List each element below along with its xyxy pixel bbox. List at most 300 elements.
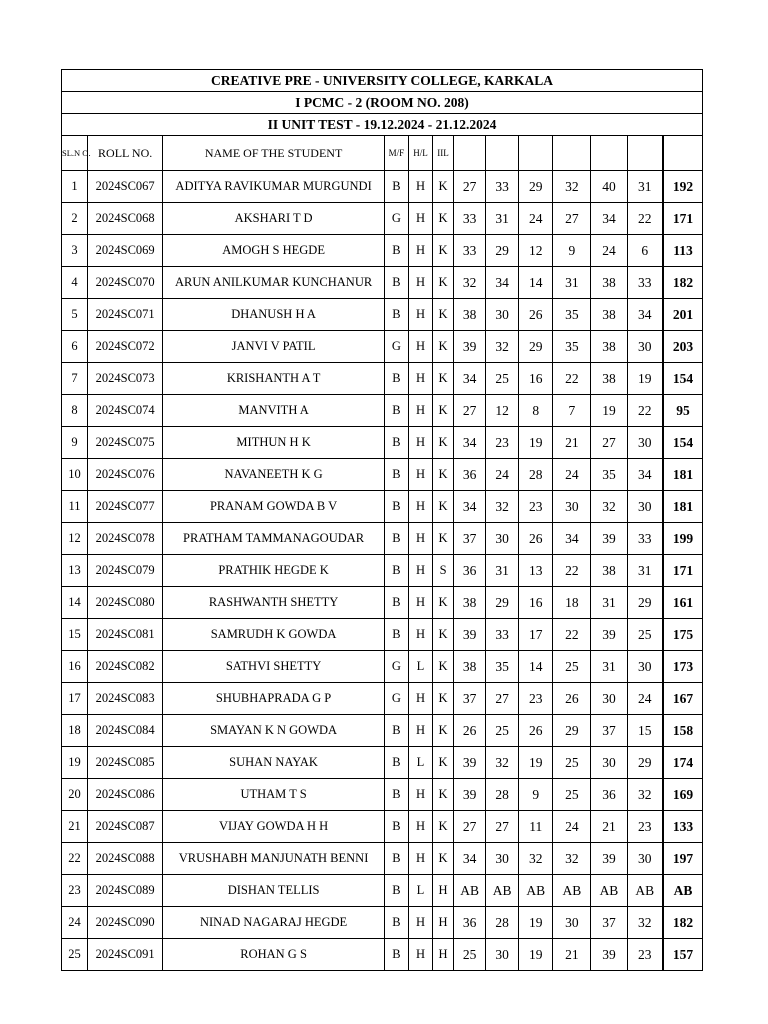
cell-mark-5: 31 bbox=[591, 587, 627, 619]
cell-total: 203 bbox=[663, 331, 702, 363]
cell-total: 158 bbox=[663, 715, 702, 747]
cell-iil: K bbox=[433, 395, 454, 427]
cell-mark-6: 30 bbox=[627, 427, 663, 459]
cell-mf: B bbox=[384, 299, 408, 331]
table-row bbox=[62, 299, 703, 331]
cell-mark-4: 31 bbox=[553, 267, 591, 299]
cell-total: 197 bbox=[663, 843, 702, 875]
cell-mark-1: 37 bbox=[454, 523, 486, 555]
cell-mark-5: 38 bbox=[591, 331, 627, 363]
cell-mf: G bbox=[384, 203, 408, 235]
cell-sl: 2 bbox=[62, 203, 88, 235]
header-subject-4 bbox=[553, 136, 591, 171]
table-row bbox=[62, 459, 703, 491]
cell-mark-6: 30 bbox=[627, 331, 663, 363]
cell-mark-5: AB bbox=[591, 875, 627, 907]
cell-mark-6: 32 bbox=[627, 779, 663, 811]
header-row bbox=[62, 136, 703, 171]
cell-iil: K bbox=[433, 203, 454, 235]
cell-name: VRUSHABH MANJUNATH BENNI bbox=[163, 843, 385, 875]
cell-mf: B bbox=[384, 235, 408, 267]
cell-mark-6: 30 bbox=[627, 843, 663, 875]
cell-total: 133 bbox=[663, 811, 702, 843]
cell-mark-6: 30 bbox=[627, 651, 663, 683]
cell-iil: H bbox=[433, 875, 454, 907]
table-row bbox=[62, 811, 703, 843]
cell-mark-6: 34 bbox=[627, 459, 663, 491]
cell-mark-6: 31 bbox=[627, 171, 663, 203]
cell-mf: B bbox=[384, 907, 408, 939]
cell-mark-6: 6 bbox=[627, 235, 663, 267]
cell-mark-3: 19 bbox=[519, 907, 553, 939]
cell-mark-1: 36 bbox=[454, 555, 486, 587]
cell-mf: B bbox=[384, 715, 408, 747]
cell-hl: L bbox=[408, 875, 432, 907]
cell-hl: H bbox=[408, 427, 432, 459]
table-row bbox=[62, 363, 703, 395]
cell-mark-3: AB bbox=[519, 875, 553, 907]
cell-total: 181 bbox=[663, 459, 702, 491]
table-row bbox=[62, 331, 703, 363]
cell-mark-3: 19 bbox=[519, 427, 553, 459]
cell-mark-5: 30 bbox=[591, 683, 627, 715]
cell-total: 175 bbox=[663, 619, 702, 651]
table-row bbox=[62, 587, 703, 619]
cell-iil: K bbox=[433, 235, 454, 267]
cell-mark-3: 16 bbox=[519, 587, 553, 619]
cell-sl: 9 bbox=[62, 427, 88, 459]
cell-roll: 2024SC073 bbox=[88, 363, 163, 395]
cell-name: SATHVI SHETTY bbox=[163, 651, 385, 683]
cell-mark-4: AB bbox=[553, 875, 591, 907]
table-row bbox=[62, 491, 703, 523]
cell-roll: 2024SC080 bbox=[88, 587, 163, 619]
cell-mark-2: AB bbox=[486, 875, 519, 907]
cell-mark-2: 28 bbox=[486, 907, 519, 939]
cell-hl: H bbox=[408, 619, 432, 651]
header-iil: IIL bbox=[433, 136, 454, 171]
cell-roll: 2024SC083 bbox=[88, 683, 163, 715]
cell-roll: 2024SC091 bbox=[88, 939, 163, 971]
cell-mark-6: 31 bbox=[627, 555, 663, 587]
cell-mark-2: 31 bbox=[486, 203, 519, 235]
cell-mark-5: 32 bbox=[591, 491, 627, 523]
table-row bbox=[62, 651, 703, 683]
cell-mark-1: 37 bbox=[454, 683, 486, 715]
cell-mark-2: 28 bbox=[486, 779, 519, 811]
header-sl: SL.N O. bbox=[62, 136, 88, 171]
cell-mark-4: 35 bbox=[553, 299, 591, 331]
cell-mark-6: 22 bbox=[627, 203, 663, 235]
cell-mark-5: 39 bbox=[591, 523, 627, 555]
cell-iil: K bbox=[433, 299, 454, 331]
cell-sl: 22 bbox=[62, 843, 88, 875]
cell-iil: K bbox=[433, 715, 454, 747]
cell-mark-2: 27 bbox=[486, 683, 519, 715]
cell-mf: B bbox=[384, 587, 408, 619]
cell-mark-4: 32 bbox=[553, 171, 591, 203]
table-row bbox=[62, 395, 703, 427]
cell-sl: 7 bbox=[62, 363, 88, 395]
cell-hl: H bbox=[408, 203, 432, 235]
cell-sl: 20 bbox=[62, 779, 88, 811]
cell-mark-3: 26 bbox=[519, 299, 553, 331]
cell-hl: H bbox=[408, 843, 432, 875]
cell-hl: H bbox=[408, 523, 432, 555]
cell-mark-6: 22 bbox=[627, 395, 663, 427]
cell-name: JANVI V PATIL bbox=[163, 331, 385, 363]
cell-roll: 2024SC067 bbox=[88, 171, 163, 203]
cell-mark-4: 30 bbox=[553, 907, 591, 939]
cell-total: 174 bbox=[663, 747, 702, 779]
cell-mark-2: 31 bbox=[486, 555, 519, 587]
cell-iil: H bbox=[433, 907, 454, 939]
cell-mark-6: 30 bbox=[627, 491, 663, 523]
cell-mark-6: 23 bbox=[627, 811, 663, 843]
cell-total: 182 bbox=[663, 267, 702, 299]
cell-hl: H bbox=[408, 779, 432, 811]
cell-mf: B bbox=[384, 459, 408, 491]
cell-hl: H bbox=[408, 299, 432, 331]
cell-mark-4: 22 bbox=[553, 363, 591, 395]
cell-mf: B bbox=[384, 171, 408, 203]
cell-mark-4: 30 bbox=[553, 491, 591, 523]
cell-sl: 6 bbox=[62, 331, 88, 363]
cell-hl: H bbox=[408, 907, 432, 939]
cell-name: VIJAY GOWDA H H bbox=[163, 811, 385, 843]
test-title: II UNIT TEST - 19.12.2024 - 21.12.2024 bbox=[62, 114, 703, 136]
cell-sl: 18 bbox=[62, 715, 88, 747]
cell-roll: 2024SC084 bbox=[88, 715, 163, 747]
cell-mark-1: 25 bbox=[454, 939, 486, 971]
cell-roll: 2024SC074 bbox=[88, 395, 163, 427]
cell-mark-2: 30 bbox=[486, 843, 519, 875]
cell-mf: B bbox=[384, 619, 408, 651]
cell-roll: 2024SC089 bbox=[88, 875, 163, 907]
cell-total: 169 bbox=[663, 779, 702, 811]
cell-mark-2: 25 bbox=[486, 363, 519, 395]
cell-sl: 13 bbox=[62, 555, 88, 587]
cell-mark-3: 26 bbox=[519, 523, 553, 555]
cell-mark-3: 13 bbox=[519, 555, 553, 587]
cell-iil: K bbox=[433, 331, 454, 363]
table-row bbox=[62, 843, 703, 875]
cell-mark-1: 34 bbox=[454, 843, 486, 875]
cell-hl: H bbox=[408, 491, 432, 523]
cell-mf: B bbox=[384, 747, 408, 779]
cell-mark-5: 27 bbox=[591, 427, 627, 459]
cell-mark-3: 23 bbox=[519, 491, 553, 523]
cell-roll: 2024SC071 bbox=[88, 299, 163, 331]
cell-hl: H bbox=[408, 363, 432, 395]
cell-mark-3: 11 bbox=[519, 811, 553, 843]
cell-sl: 8 bbox=[62, 395, 88, 427]
cell-mark-5: 37 bbox=[591, 715, 627, 747]
cell-name: MANVITH A bbox=[163, 395, 385, 427]
cell-mark-2: 12 bbox=[486, 395, 519, 427]
cell-mark-4: 26 bbox=[553, 683, 591, 715]
cell-mark-4: 21 bbox=[553, 427, 591, 459]
table-row bbox=[62, 779, 703, 811]
cell-iil: K bbox=[433, 587, 454, 619]
cell-mark-2: 30 bbox=[486, 523, 519, 555]
table-row bbox=[62, 203, 703, 235]
cell-mark-2: 33 bbox=[486, 171, 519, 203]
cell-roll: 2024SC085 bbox=[88, 747, 163, 779]
cell-roll: 2024SC069 bbox=[88, 235, 163, 267]
header-hl: H/L bbox=[408, 136, 432, 171]
table-row bbox=[62, 907, 703, 939]
cell-mark-1: 27 bbox=[454, 171, 486, 203]
cell-mf: B bbox=[384, 875, 408, 907]
cell-hl: L bbox=[408, 747, 432, 779]
table-row bbox=[62, 747, 703, 779]
cell-total: 157 bbox=[663, 939, 702, 971]
cell-name: MITHUN H K bbox=[163, 427, 385, 459]
class-title: I PCMC - 2 (ROOM NO. 208) bbox=[62, 92, 703, 114]
cell-mark-5: 38 bbox=[591, 267, 627, 299]
table-row bbox=[62, 555, 703, 587]
cell-name: DHANUSH H A bbox=[163, 299, 385, 331]
cell-mark-4: 24 bbox=[553, 811, 591, 843]
table-row bbox=[62, 619, 703, 651]
cell-sl: 17 bbox=[62, 683, 88, 715]
cell-mark-5: 35 bbox=[591, 459, 627, 491]
cell-mark-5: 34 bbox=[591, 203, 627, 235]
cell-roll: 2024SC086 bbox=[88, 779, 163, 811]
cell-mark-5: 21 bbox=[591, 811, 627, 843]
cell-mark-1: 38 bbox=[454, 587, 486, 619]
header-subject-3 bbox=[519, 136, 553, 171]
cell-mark-3: 32 bbox=[519, 843, 553, 875]
cell-mark-5: 37 bbox=[591, 907, 627, 939]
cell-name: UTHAM T S bbox=[163, 779, 385, 811]
table-row bbox=[62, 939, 703, 971]
cell-mf: B bbox=[384, 363, 408, 395]
cell-mark-5: 38 bbox=[591, 555, 627, 587]
cell-mf: B bbox=[384, 523, 408, 555]
cell-mark-5: 19 bbox=[591, 395, 627, 427]
marks-sheet-table bbox=[61, 69, 703, 971]
cell-total: AB bbox=[663, 875, 702, 907]
cell-mark-3: 17 bbox=[519, 619, 553, 651]
cell-hl: H bbox=[408, 171, 432, 203]
cell-roll: 2024SC077 bbox=[88, 491, 163, 523]
cell-iil: K bbox=[433, 651, 454, 683]
cell-sl: 10 bbox=[62, 459, 88, 491]
cell-iil: K bbox=[433, 619, 454, 651]
cell-mark-1: 39 bbox=[454, 747, 486, 779]
cell-mark-4: 27 bbox=[553, 203, 591, 235]
table-row bbox=[62, 523, 703, 555]
cell-total: 171 bbox=[663, 203, 702, 235]
cell-name: ARUN ANILKUMAR KUNCHANUR bbox=[163, 267, 385, 299]
cell-mark-5: 24 bbox=[591, 235, 627, 267]
header-roll: ROLL NO. bbox=[88, 136, 163, 171]
cell-mf: B bbox=[384, 843, 408, 875]
table-row bbox=[62, 683, 703, 715]
cell-mark-4: 22 bbox=[553, 619, 591, 651]
cell-mark-2: 30 bbox=[486, 939, 519, 971]
cell-mf: G bbox=[384, 683, 408, 715]
cell-roll: 2024SC078 bbox=[88, 523, 163, 555]
cell-mark-2: 25 bbox=[486, 715, 519, 747]
cell-mark-5: 38 bbox=[591, 299, 627, 331]
cell-mark-1: 39 bbox=[454, 779, 486, 811]
header-mf: M/F bbox=[384, 136, 408, 171]
table-row bbox=[62, 171, 703, 203]
cell-mark-1: 38 bbox=[454, 651, 486, 683]
cell-hl: H bbox=[408, 331, 432, 363]
cell-total: 161 bbox=[663, 587, 702, 619]
cell-mark-3: 24 bbox=[519, 203, 553, 235]
cell-sl: 1 bbox=[62, 171, 88, 203]
cell-mark-3: 29 bbox=[519, 171, 553, 203]
cell-sl: 25 bbox=[62, 939, 88, 971]
cell-roll: 2024SC082 bbox=[88, 651, 163, 683]
cell-name: SUHAN NAYAK bbox=[163, 747, 385, 779]
cell-mark-5: 39 bbox=[591, 939, 627, 971]
cell-name: SAMRUDH K GOWDA bbox=[163, 619, 385, 651]
cell-sl: 4 bbox=[62, 267, 88, 299]
cell-mark-6: 33 bbox=[627, 267, 663, 299]
cell-mark-2: 29 bbox=[486, 235, 519, 267]
cell-hl: H bbox=[408, 235, 432, 267]
cell-iil: K bbox=[433, 459, 454, 491]
cell-iil: S bbox=[433, 555, 454, 587]
cell-mark-4: 9 bbox=[553, 235, 591, 267]
cell-name: PRATHAM TAMMANAGOUDAR bbox=[163, 523, 385, 555]
cell-mark-6: AB bbox=[627, 875, 663, 907]
header-total bbox=[663, 136, 702, 171]
cell-sl: 11 bbox=[62, 491, 88, 523]
cell-mark-6: 29 bbox=[627, 587, 663, 619]
cell-mark-6: 24 bbox=[627, 683, 663, 715]
cell-roll: 2024SC068 bbox=[88, 203, 163, 235]
cell-hl: H bbox=[408, 683, 432, 715]
cell-mark-2: 24 bbox=[486, 459, 519, 491]
cell-mark-2: 33 bbox=[486, 619, 519, 651]
cell-mf: B bbox=[384, 395, 408, 427]
table-row bbox=[62, 427, 703, 459]
cell-iil: K bbox=[433, 779, 454, 811]
cell-mark-4: 21 bbox=[553, 939, 591, 971]
cell-mark-3: 9 bbox=[519, 779, 553, 811]
cell-mf: B bbox=[384, 779, 408, 811]
cell-mark-4: 22 bbox=[553, 555, 591, 587]
cell-total: 95 bbox=[663, 395, 702, 427]
cell-mark-1: 36 bbox=[454, 459, 486, 491]
cell-iil: K bbox=[433, 811, 454, 843]
cell-mark-2: 30 bbox=[486, 299, 519, 331]
cell-name: PRANAM GOWDA B V bbox=[163, 491, 385, 523]
cell-mf: B bbox=[384, 811, 408, 843]
cell-hl: H bbox=[408, 459, 432, 491]
cell-mark-4: 29 bbox=[553, 715, 591, 747]
cell-mf: B bbox=[384, 939, 408, 971]
cell-roll: 2024SC090 bbox=[88, 907, 163, 939]
cell-mark-3: 12 bbox=[519, 235, 553, 267]
cell-hl: H bbox=[408, 587, 432, 619]
cell-mark-1: 36 bbox=[454, 907, 486, 939]
cell-total: 201 bbox=[663, 299, 702, 331]
cell-mark-3: 28 bbox=[519, 459, 553, 491]
table-row bbox=[62, 235, 703, 267]
cell-mf: B bbox=[384, 555, 408, 587]
cell-mark-2: 32 bbox=[486, 491, 519, 523]
table-row bbox=[62, 267, 703, 299]
cell-mark-5: 36 bbox=[591, 779, 627, 811]
cell-name: PRATHIK HEGDE K bbox=[163, 555, 385, 587]
cell-mark-6: 19 bbox=[627, 363, 663, 395]
cell-mark-3: 8 bbox=[519, 395, 553, 427]
cell-sl: 16 bbox=[62, 651, 88, 683]
cell-name: SMAYAN K N GOWDA bbox=[163, 715, 385, 747]
cell-mark-3: 26 bbox=[519, 715, 553, 747]
cell-iil: K bbox=[433, 427, 454, 459]
cell-total: 154 bbox=[663, 427, 702, 459]
cell-sl: 14 bbox=[62, 587, 88, 619]
cell-mark-6: 15 bbox=[627, 715, 663, 747]
header-name: NAME OF THE STUDENT bbox=[163, 136, 385, 171]
cell-mark-1: 39 bbox=[454, 331, 486, 363]
cell-iil: K bbox=[433, 747, 454, 779]
cell-mark-3: 14 bbox=[519, 651, 553, 683]
cell-name: ROHAN G S bbox=[163, 939, 385, 971]
cell-hl: L bbox=[408, 651, 432, 683]
cell-sl: 5 bbox=[62, 299, 88, 331]
table-row bbox=[62, 875, 703, 907]
cell-roll: 2024SC075 bbox=[88, 427, 163, 459]
cell-mark-3: 14 bbox=[519, 267, 553, 299]
cell-mark-1: 34 bbox=[454, 491, 486, 523]
cell-mark-6: 25 bbox=[627, 619, 663, 651]
cell-mark-2: 32 bbox=[486, 331, 519, 363]
cell-name: ADITYA RAVIKUMAR MURGUNDI bbox=[163, 171, 385, 203]
cell-mark-1: 32 bbox=[454, 267, 486, 299]
cell-mark-5: 40 bbox=[591, 171, 627, 203]
cell-total: 199 bbox=[663, 523, 702, 555]
cell-mark-6: 29 bbox=[627, 747, 663, 779]
cell-mf: B bbox=[384, 427, 408, 459]
cell-iil: K bbox=[433, 267, 454, 299]
cell-sl: 19 bbox=[62, 747, 88, 779]
cell-mark-4: 32 bbox=[553, 843, 591, 875]
cell-mf: G bbox=[384, 651, 408, 683]
cell-mf: B bbox=[384, 267, 408, 299]
cell-sl: 21 bbox=[62, 811, 88, 843]
cell-sl: 3 bbox=[62, 235, 88, 267]
header-subject-5 bbox=[591, 136, 627, 171]
cell-mark-4: 18 bbox=[553, 587, 591, 619]
cell-mark-3: 16 bbox=[519, 363, 553, 395]
cell-mark-5: 31 bbox=[591, 651, 627, 683]
cell-mark-1: 34 bbox=[454, 427, 486, 459]
cell-mf: G bbox=[384, 331, 408, 363]
cell-hl: H bbox=[408, 715, 432, 747]
cell-mark-4: 24 bbox=[553, 459, 591, 491]
cell-mark-1: 33 bbox=[454, 235, 486, 267]
cell-name: NAVANEETH K G bbox=[163, 459, 385, 491]
cell-mark-1: 33 bbox=[454, 203, 486, 235]
cell-name: AKSHARI T D bbox=[163, 203, 385, 235]
cell-mark-4: 34 bbox=[553, 523, 591, 555]
cell-mark-6: 33 bbox=[627, 523, 663, 555]
cell-mark-3: 29 bbox=[519, 331, 553, 363]
cell-name: DISHAN TELLIS bbox=[163, 875, 385, 907]
cell-total: 171 bbox=[663, 555, 702, 587]
cell-mark-5: 38 bbox=[591, 363, 627, 395]
